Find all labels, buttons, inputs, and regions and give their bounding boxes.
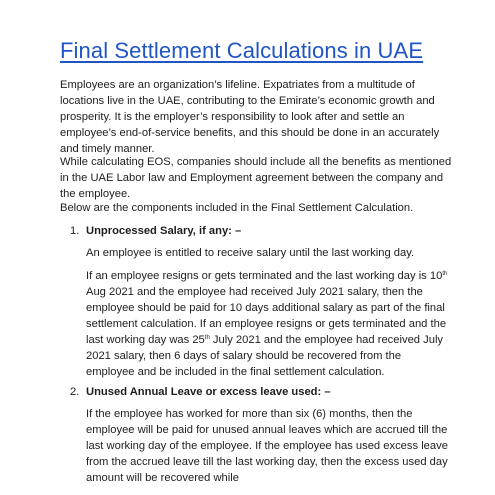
ordinal-suffix: th xyxy=(442,271,448,277)
components-intro: Below are the components included in the Final Settlement Calculation. xyxy=(60,202,414,214)
list-item-paragraph-example xyxy=(86,268,450,380)
example-text-part: If an employee resigns or gets terminated and the last working day is 10 xyxy=(86,270,443,282)
list-item-unprocessed-salary xyxy=(70,223,450,380)
list-item-paragraph: An employee is entitled to receive salary until the last working day. xyxy=(86,247,415,259)
list-item-number: 2. xyxy=(70,386,80,398)
list-item-paragraph: If the employee has worked for more than six (6) months, then the employee will be paid for unused annual leaves which are accrued till the last working day of the employee. If the employee has used excess leave from the accrued leave till the last working day, then the excess used day amount will be recovered while xyxy=(86,408,448,484)
example-text-part: Aug 2021 and the employee had received July 2021 salary, then the employee should be paid for 10 days additional salary as part of the final settlement calculation. If an employee resigns or gets terminated and the last working day was 25 xyxy=(86,286,447,346)
example-text-part: July 2021 and the employee had received July 2021 salary, then 6 days of salary should be recovered from the employee and be included in the final settlement calculation. xyxy=(86,334,444,378)
page-title: Final Settlement Calculations in UAE xyxy=(60,38,424,63)
list-item-unused-leave xyxy=(70,384,450,486)
eos-paragraph: While calculating EOS, companies should include all the benefits as mentioned in the UAE Labor law and Employment agreement between the company and the employee. xyxy=(60,156,452,200)
list-item-heading: Unprocessed Salary, if any: – xyxy=(86,225,242,237)
ordinal-suffix: th xyxy=(204,335,210,341)
intro-paragraph: Employees are an organization’s lifeline. Expatriates from a multitude of locations live in the UAE, contributing to the Emirate’s economic growth and prosperity. It is the employer’s responsibility to look after and settle an employee’s end-of-service benefits, and this should be done in an accurately and timely manner. xyxy=(60,79,440,155)
list-item-number: 1. xyxy=(70,225,80,237)
components-list xyxy=(70,223,450,486)
list-item-heading: Unused Annual Leave or excess leave used: – xyxy=(86,386,331,398)
